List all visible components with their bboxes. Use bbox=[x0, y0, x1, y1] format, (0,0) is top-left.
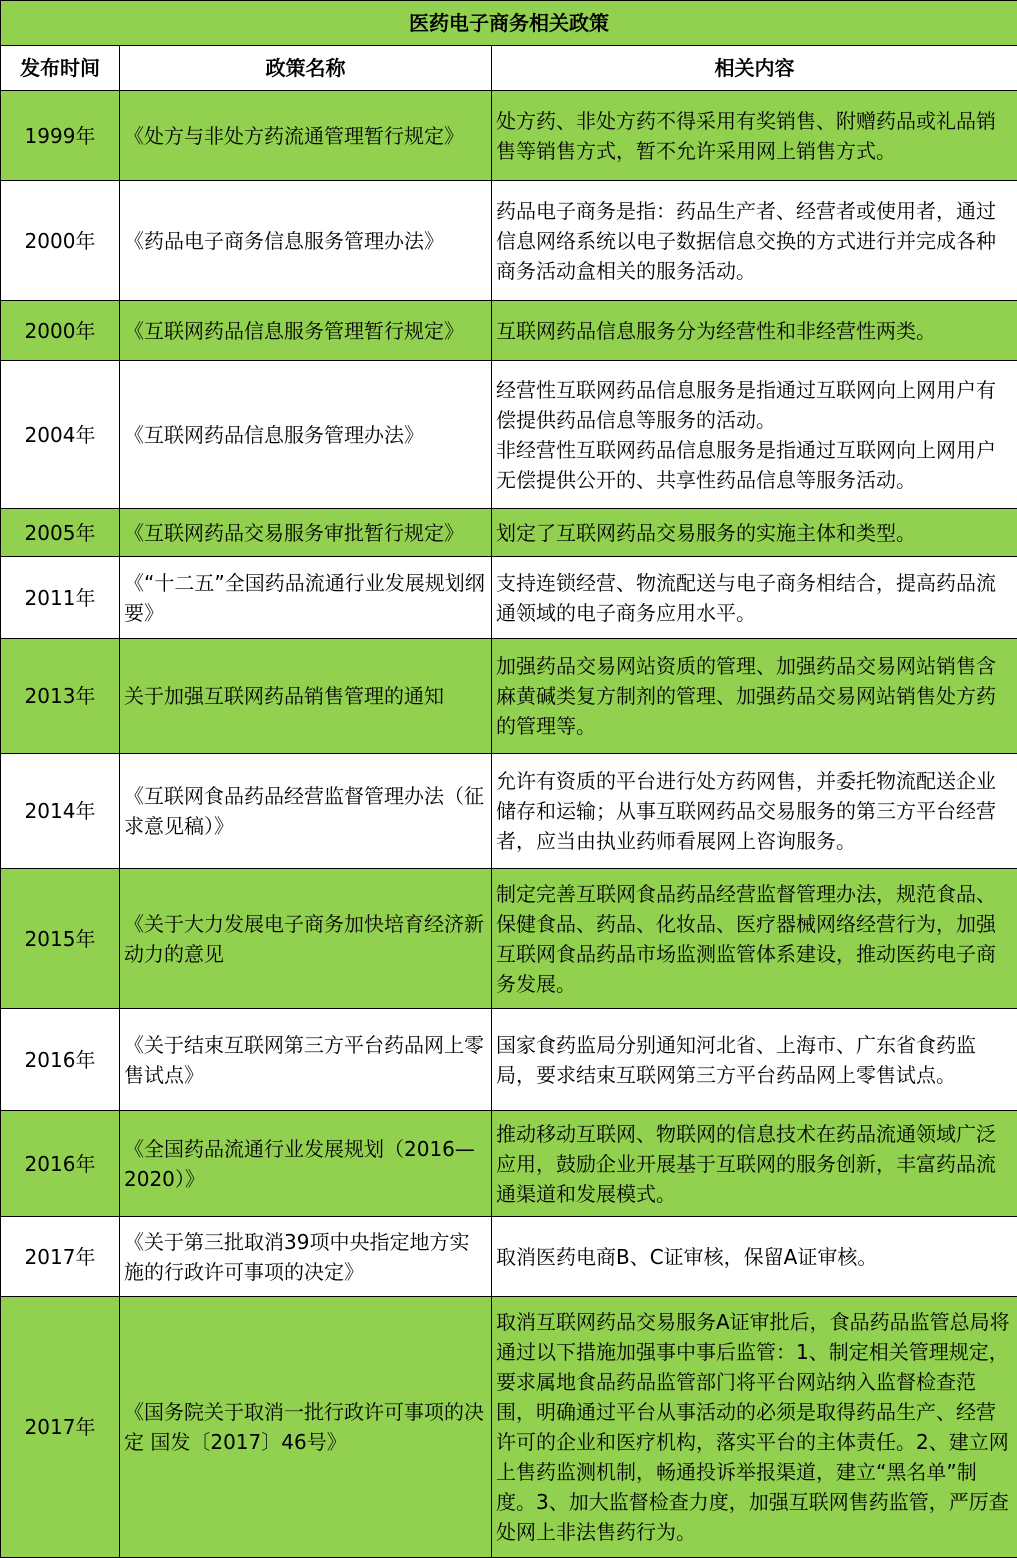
header-publish-time: 发布时间 bbox=[1, 46, 120, 91]
policy-name-cell: 《关于第三批取消39项中央指定地方实施的行政许可事项的决定》 bbox=[120, 1217, 492, 1297]
table-row bbox=[1, 1009, 1017, 1111]
policy-name-cell: 《处方与非处方药流通管理暂行规定》 bbox=[120, 91, 492, 181]
year-cell: 2011年 bbox=[1, 557, 120, 639]
header-related-content: 相关内容 bbox=[492, 46, 1017, 91]
year-cell: 1999年 bbox=[1, 91, 120, 181]
table-header-row bbox=[1, 46, 1017, 91]
content-cell: 支持连锁经营、物流配送与电子商务相结合，提高药品流通领域的电子商务应用水平。 bbox=[492, 557, 1017, 639]
table-row bbox=[1, 639, 1017, 754]
table-row bbox=[1, 557, 1017, 639]
table-title: 医药电子商务相关政策 bbox=[1, 1, 1017, 46]
year-cell: 2015年 bbox=[1, 869, 120, 1009]
table-title-row bbox=[1, 1, 1017, 46]
policy-name-cell: 《药品电子商务信息服务管理办法》 bbox=[120, 181, 492, 301]
policy-name-cell: 《互联网药品交易服务审批暂行规定》 bbox=[120, 509, 492, 557]
content-cell: 加强药品交易网站资质的管理、加强药品交易网站销售含麻黄碱类复方制剂的管理、加强药品交易网站销售处方药的管理等。 bbox=[492, 639, 1017, 754]
year-cell: 2004年 bbox=[1, 361, 120, 509]
content-cell: 处方药、非处方药不得采用有奖销售、附赠药品或礼品销售等销售方式，暂不允许采用网上销售方式。 bbox=[492, 91, 1017, 181]
content-cell: 药品电子商务是指：药品生产者、经营者或使用者，通过信息网络系统以电子数据信息交换的方式进行并完成各种商务活动盒相关的服务活动。 bbox=[492, 181, 1017, 301]
content-cell: 国家食药监局分别通知河北省、上海市、广东省食药监局，要求结束互联网第三方平台药品网上零售试点。 bbox=[492, 1009, 1017, 1111]
table-row bbox=[1, 754, 1017, 869]
table-row bbox=[1, 301, 1017, 361]
year-cell: 2017年 bbox=[1, 1217, 120, 1297]
policy-name-cell: 《全国药品流通行业发展规划（2016—2020）》 bbox=[120, 1111, 492, 1217]
content-cell: 划定了互联网药品交易服务的实施主体和类型。 bbox=[492, 509, 1017, 557]
year-cell: 2016年 bbox=[1, 1111, 120, 1217]
policy-name-cell: 关于加强互联网药品销售管理的通知 bbox=[120, 639, 492, 754]
table-row bbox=[1, 361, 1017, 509]
policy-name-cell: 《“十二五”全国药品流通行业发展规划纲要》 bbox=[120, 557, 492, 639]
policy-name-cell: 《关于大力发展电子商务加快培育经济新动力的意见 bbox=[120, 869, 492, 1009]
policy-name-cell: 《互联网药品信息服务管理办法》 bbox=[120, 361, 492, 509]
header-policy-name: 政策名称 bbox=[120, 46, 492, 91]
table-row bbox=[1, 181, 1017, 301]
year-cell: 2000年 bbox=[1, 181, 120, 301]
content-cell: 取消医药电商B、C证审核，保留A证审核。 bbox=[492, 1217, 1017, 1297]
year-cell: 2014年 bbox=[1, 754, 120, 869]
year-cell: 2000年 bbox=[1, 301, 120, 361]
table-row bbox=[1, 1217, 1017, 1297]
content-cell: 制定完善互联网食品药品经营监督管理办法，规范食品、保健食品、药品、化妆品、医疗器械网络经营行为，加强互联网食品药品市场监测监管体系建设，推动医药电子商务发展。 bbox=[492, 869, 1017, 1009]
content-cell: 取消互联网药品交易服务A证审批后，食品药品监管总局将通过以下措施加强事中事后监管：1、制定相关管理规定，要求属地食品药品监管部门将平台网站纳入监督检查范围，明确通过平台从事活动的必须是取得药品生产、经营许可的企业和医疗机构，落实平台的主体责任。2、建立网上售药监测机制，畅通投诉举报渠道，建立“黑名单”制度。3、加大监督检查力度，加强互联网售药监管，严厉查处网上非法售药行为。 bbox=[492, 1297, 1017, 1558]
table-row bbox=[1, 509, 1017, 557]
year-cell: 2017年 bbox=[1, 1297, 120, 1558]
table-row bbox=[1, 91, 1017, 181]
policy-name-cell: 《关于结束互联网第三方平台药品网上零售试点》 bbox=[120, 1009, 492, 1111]
policy-name-cell: 《互联网食品药品经营监督管理办法（征求意见稿）》 bbox=[120, 754, 492, 869]
content-cell: 经营性互联网药品信息服务是指通过互联网向上网用户有偿提供药品信息等服务的活动。 非经营性互联网药品信息服务是指通过互联网向上网用户无偿提供公开的、共享性药品信息等服务活动。 bbox=[492, 361, 1017, 509]
content-cell: 推动移动互联网、物联网的信息技术在药品流通领域广泛应用，鼓励企业开展基于互联网的服务创新，丰富药品流通渠道和发展模式。 bbox=[492, 1111, 1017, 1217]
year-cell: 2013年 bbox=[1, 639, 120, 754]
policy-name-cell: 《国务院关于取消一批行政许可事项的决定 国发〔2017〕46号》 bbox=[120, 1297, 492, 1558]
table-row bbox=[1, 1111, 1017, 1217]
year-cell: 2005年 bbox=[1, 509, 120, 557]
policy-name-cell: 《互联网药品信息服务管理暂行规定》 bbox=[120, 301, 492, 361]
content-cell: 允许有资质的平台进行处方药网售，并委托物流配送企业储存和运输；从事互联网药品交易服务的第三方平台经营者，应当由执业药师看展网上咨询服务。 bbox=[492, 754, 1017, 869]
year-cell: 2016年 bbox=[1, 1009, 120, 1111]
table-row bbox=[1, 1297, 1017, 1558]
content-cell: 互联网药品信息服务分为经营性和非经营性两类。 bbox=[492, 301, 1017, 361]
table-row bbox=[1, 869, 1017, 1009]
